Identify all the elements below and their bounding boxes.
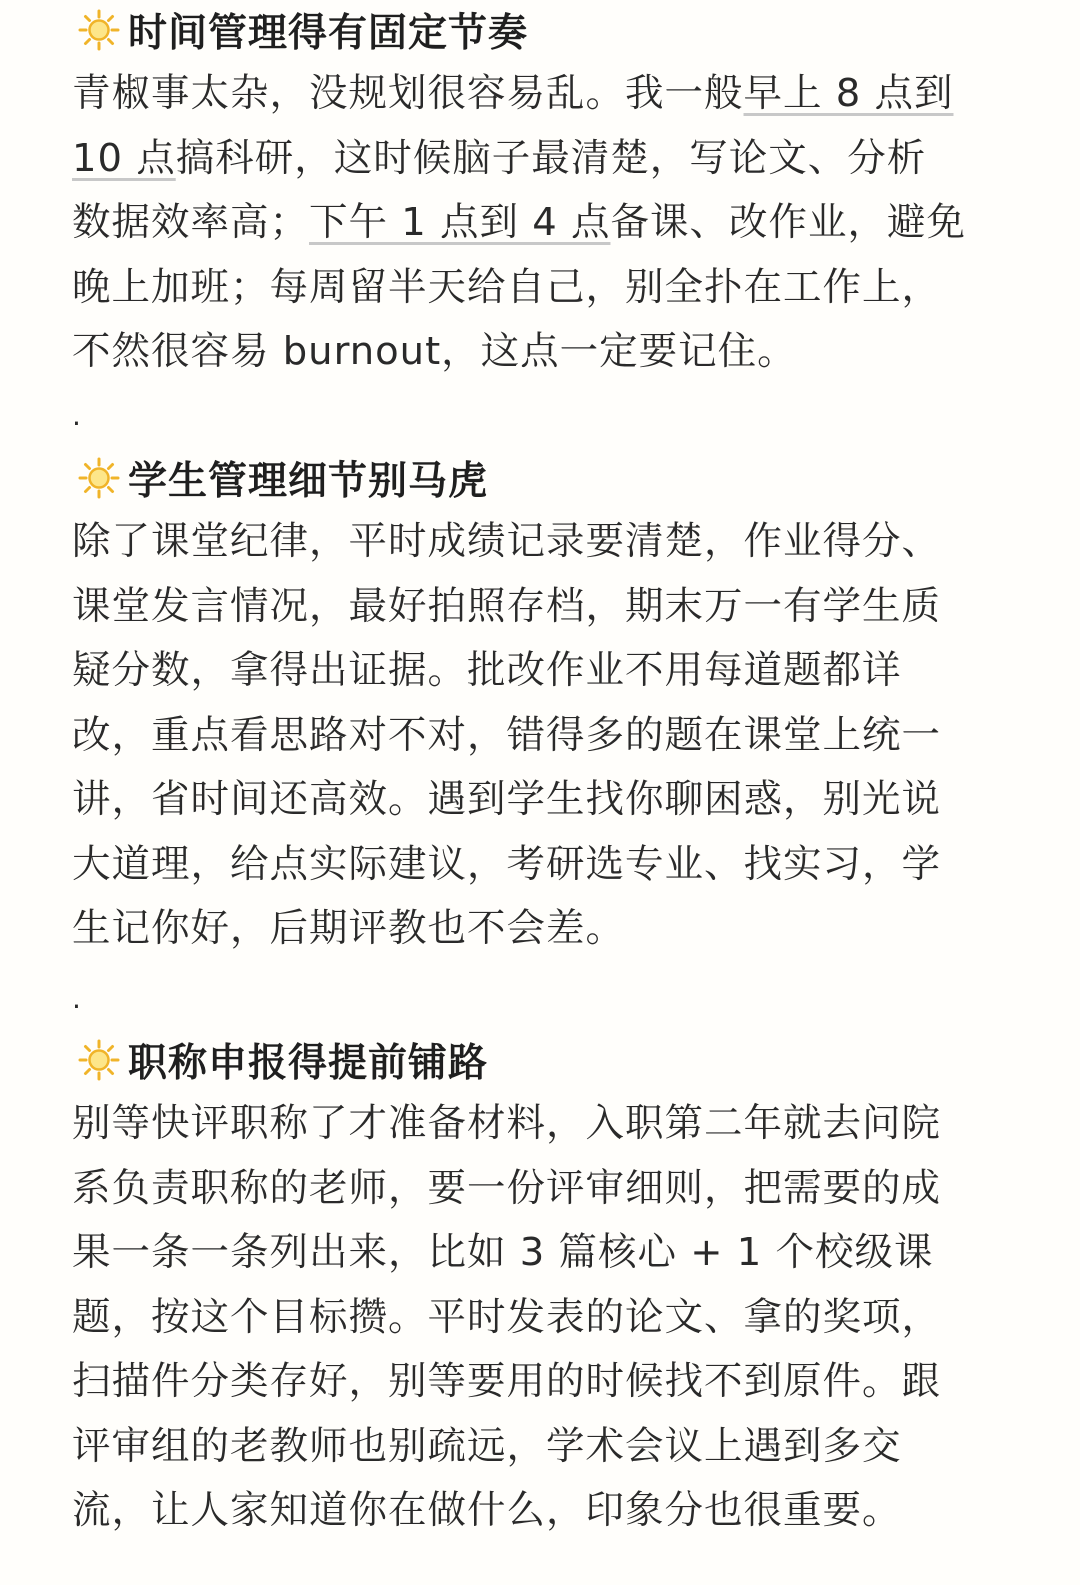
text-line: 系负责职称的老师，要一份评审细则，把需要的成 <box>72 1165 942 1211</box>
section-body <box>72 1092 998 1544</box>
separator-dot: . <box>72 982 81 1015</box>
text-line: 青椒事太杂，没规划很容易乱。我一般早上 8 点到 <box>72 71 954 116</box>
section-title: 学生管理细节别马虎 <box>128 459 489 504</box>
text-line: 课堂发言情况，最好拍照存档，期末万一有学生质 <box>72 583 942 629</box>
text-line: 除了课堂纪律，平时成绩记录要清楚，作业得分、 <box>72 519 942 564</box>
text-line: 晚上加班；每周留半天给自己，别全扑在工作上， <box>72 264 942 310</box>
underlined-text: 下午 1 点到 4 点 <box>309 200 611 245</box>
text-line: 讲，省时间还高效。遇到学生找你聊困惑，别光说 <box>72 777 942 822</box>
section-body <box>72 62 998 385</box>
section-heading <box>78 448 998 508</box>
text-line: 疑分数，拿得出证据。批改作业不用每道题都详 <box>72 648 902 693</box>
text-line: 题，按这个目标攒。平时发表的论文、拿的奖项， <box>72 1294 942 1340</box>
section-title-application <box>72 1030 998 1544</box>
separator-dot: . <box>72 399 81 432</box>
section-heading <box>78 1030 998 1090</box>
text-line: 扫描件分类存好，别等要用的时候找不到原件。跟 <box>72 1359 942 1404</box>
text-line: 10 点搞科研，这时候脑子最清楚，写论文、分析 <box>72 135 927 181</box>
text-line: 改，重点看思路对不对，错得多的题在课堂上统一 <box>72 712 942 758</box>
underlined-text: 10 点 <box>72 135 176 181</box>
sun-icon <box>78 9 120 51</box>
section-time-management <box>72 0 998 385</box>
sun-icon <box>78 457 120 499</box>
text-line: 别等快评职称了才准备材料，入职第二年就去问院 <box>72 1101 942 1146</box>
text-line: 果一条一条列出来，比如 3 篇核心 + 1 个校级课 <box>72 1230 934 1275</box>
text-line: 评审组的老教师也别疏远，学术会议上遇到多交 <box>72 1423 902 1469</box>
text-line: 不然很容易 burnout，这点一定要记住。 <box>72 329 797 374</box>
sun-icon <box>78 1039 120 1081</box>
section-heading <box>78 0 998 60</box>
text-line: 生记你好，后期评教也不会差。 <box>72 906 626 951</box>
section-title: 职称申报得提前铺路 <box>128 1041 489 1086</box>
section-title: 时间管理得有固定节奏 <box>128 11 529 56</box>
section-student-management <box>72 448 998 962</box>
text-line: 大道理，给点实际建议，考研选专业、找实习，学 <box>72 841 942 887</box>
underlined-text: 早上 8 点到 <box>743 71 954 116</box>
text-line: 数据效率高；下午 1 点到 4 点备课、改作业，避免 <box>72 200 966 245</box>
text-line: 流，让人家知道你在做什么，印象分也很重要。 <box>72 1488 902 1533</box>
section-body <box>72 510 998 962</box>
